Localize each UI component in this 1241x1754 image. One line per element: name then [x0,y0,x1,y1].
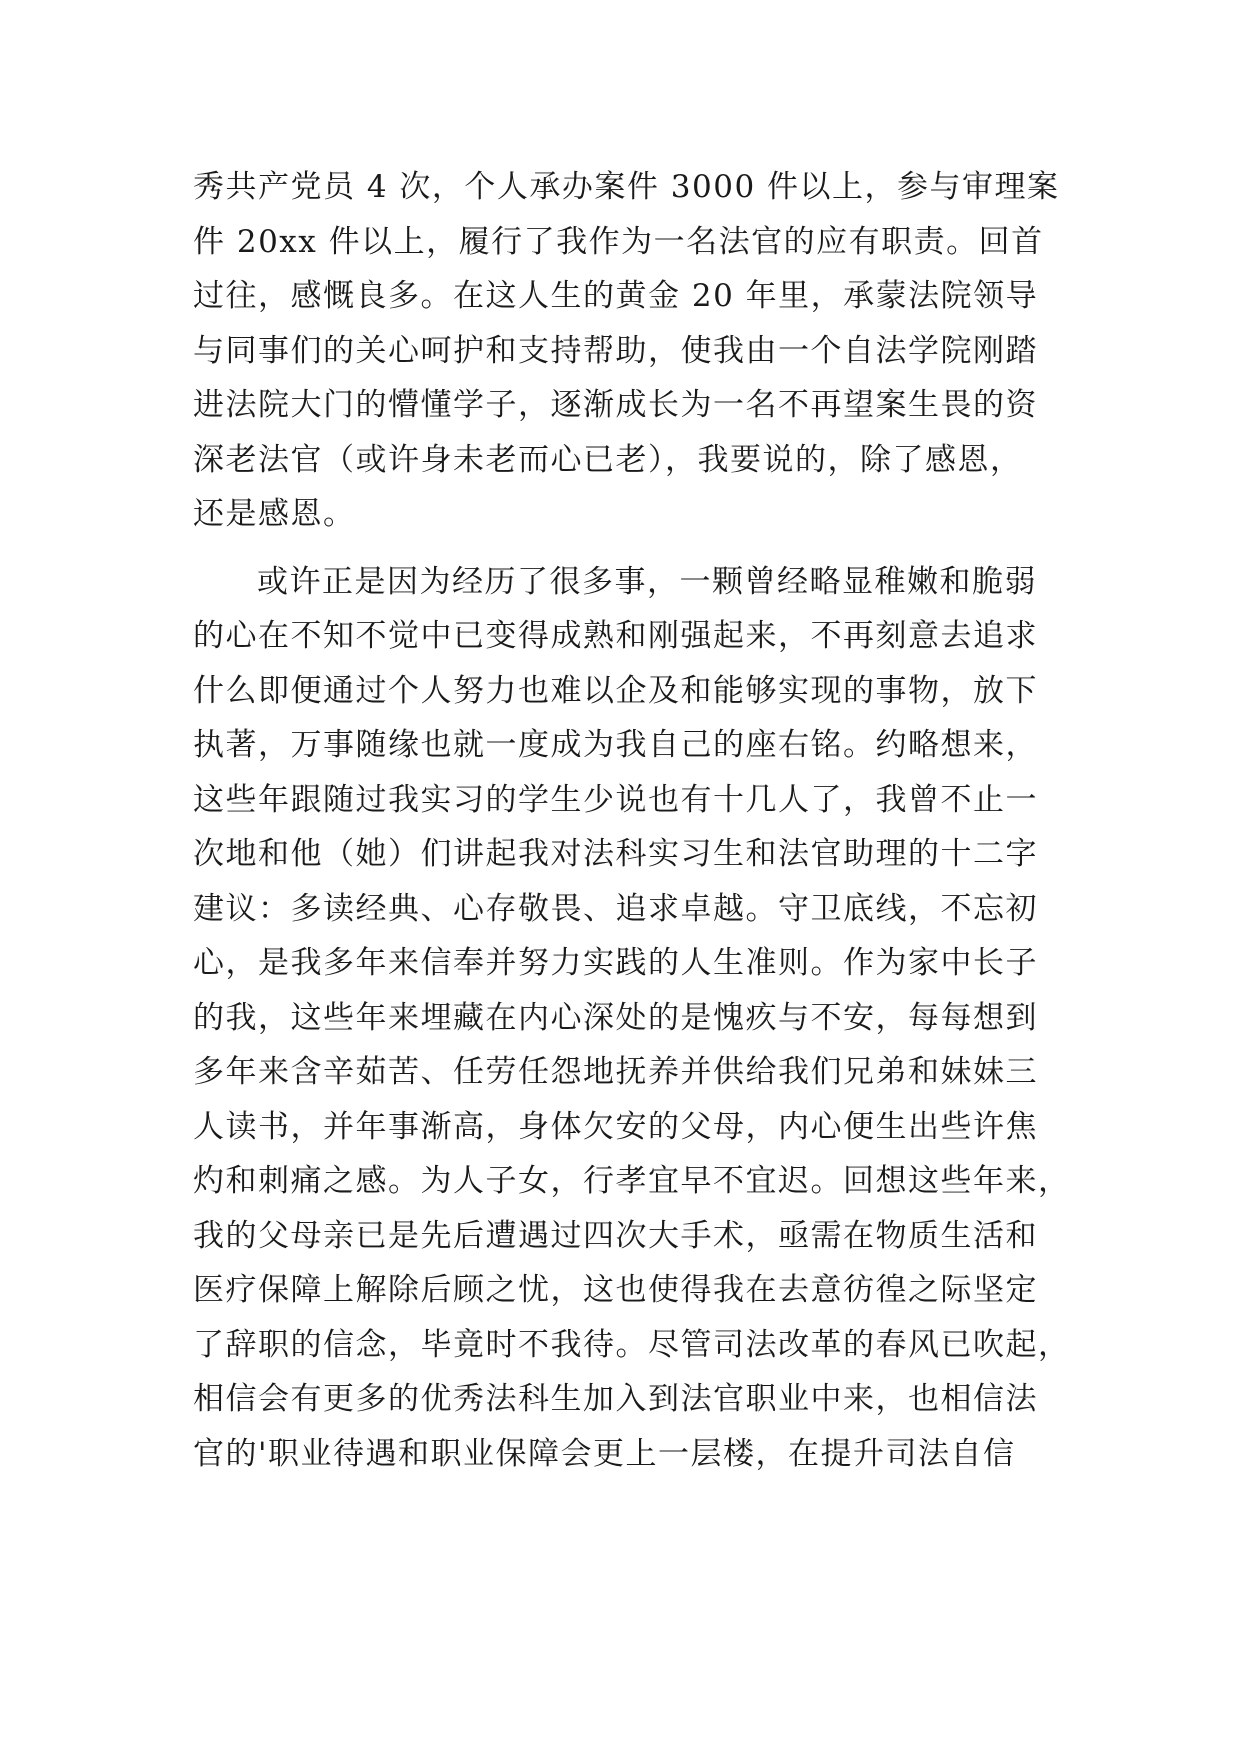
text-line: 医疗保障上解除后顾之忧，这也使得我在去意彷徨之际坚定 [193,1272,1038,1308]
text-line: 与同事们的关心呵护和支持帮助，使我由一个自法学院刚踏 [193,332,1038,369]
text-line: 执著，万事随缘也就一度成为我自己的座右铭。约略想来， [193,727,1038,763]
text-line: 我的父母亲已是先后遭遇过四次大手术，亟需在物质生活和 [193,1217,1038,1254]
text-line: 官的'职业待遇和职业保障会更上一层楼，在提升司法自信 [193,1435,1016,1472]
paragraph-spacing [193,542,1053,555]
text-line: 件 20xx 件以上，履行了我作为一名法官的应有职责。回首 [193,223,1044,260]
text-line: 次地和他（她）们讲起我对法科实习生和法官助理的十二字 [193,836,1038,872]
text-line: 秀共产党员 4 次，个人承办案件 3000 件以上，参与审理案 [193,169,1060,205]
text-line: 建议：多读经典、心存敬畏、追求卓越。守卫底线，不忘初 [193,890,1038,927]
text-line: 的我，这些年来埋藏在内心深处的是愧疚与不安，每每想到 [193,999,1038,1036]
text-line: 了辞职的信念，毕竟时不我待。尽管司法改革的春风已吹起， [193,1326,1071,1363]
text-line-first: 或许正是因为经历了很多事，一颗曾经略显稚嫩和脆弱 [257,563,1037,600]
text-line: 相信会有更多的优秀法科生加入到法官职业中来，也相信法 [193,1381,1038,1417]
text-line: 进法院大门的懵懂学子，逐渐成长为一名不再望案生畏的资 [193,387,1038,423]
text-line: 还是感恩。 [193,496,356,532]
body-text [193,160,1071,1481]
text-line: 深老法官（或许身未老而心已老），我要说的，除了感恩， [193,441,1023,478]
text-line: 什么即便通过个人努力也难以企及和能够实现的事物，放下 [193,672,1038,709]
text-line: 灼和刺痛之感。为人子女，行孝宜早不宜迟。回想这些年来， [193,1163,1071,1199]
text-line: 心，是我多年来信奉并努力实践的人生准则。作为家中长子 [193,945,1038,981]
paragraph-2 [193,555,1071,1482]
text-line: 这些年跟随过我实习的学生少说也有十几人了，我曾不止一 [193,781,1038,818]
text-line: 人读书，并年事渐高，身体欠安的父母，内心便生出些许焦 [193,1108,1038,1145]
paragraph-1 [193,160,1060,542]
text-line: 的心在不知不觉中已变得成熟和刚强起来，不再刻意去追求 [193,618,1038,654]
text-line: 过往，感慨良多。在这人生的黄金 20 年里，承蒙法院领导 [193,278,1039,314]
text-line: 多年来含辛茹苦、任劳任怨地抚养并供给我们兄弟和妹妹三 [193,1054,1038,1090]
